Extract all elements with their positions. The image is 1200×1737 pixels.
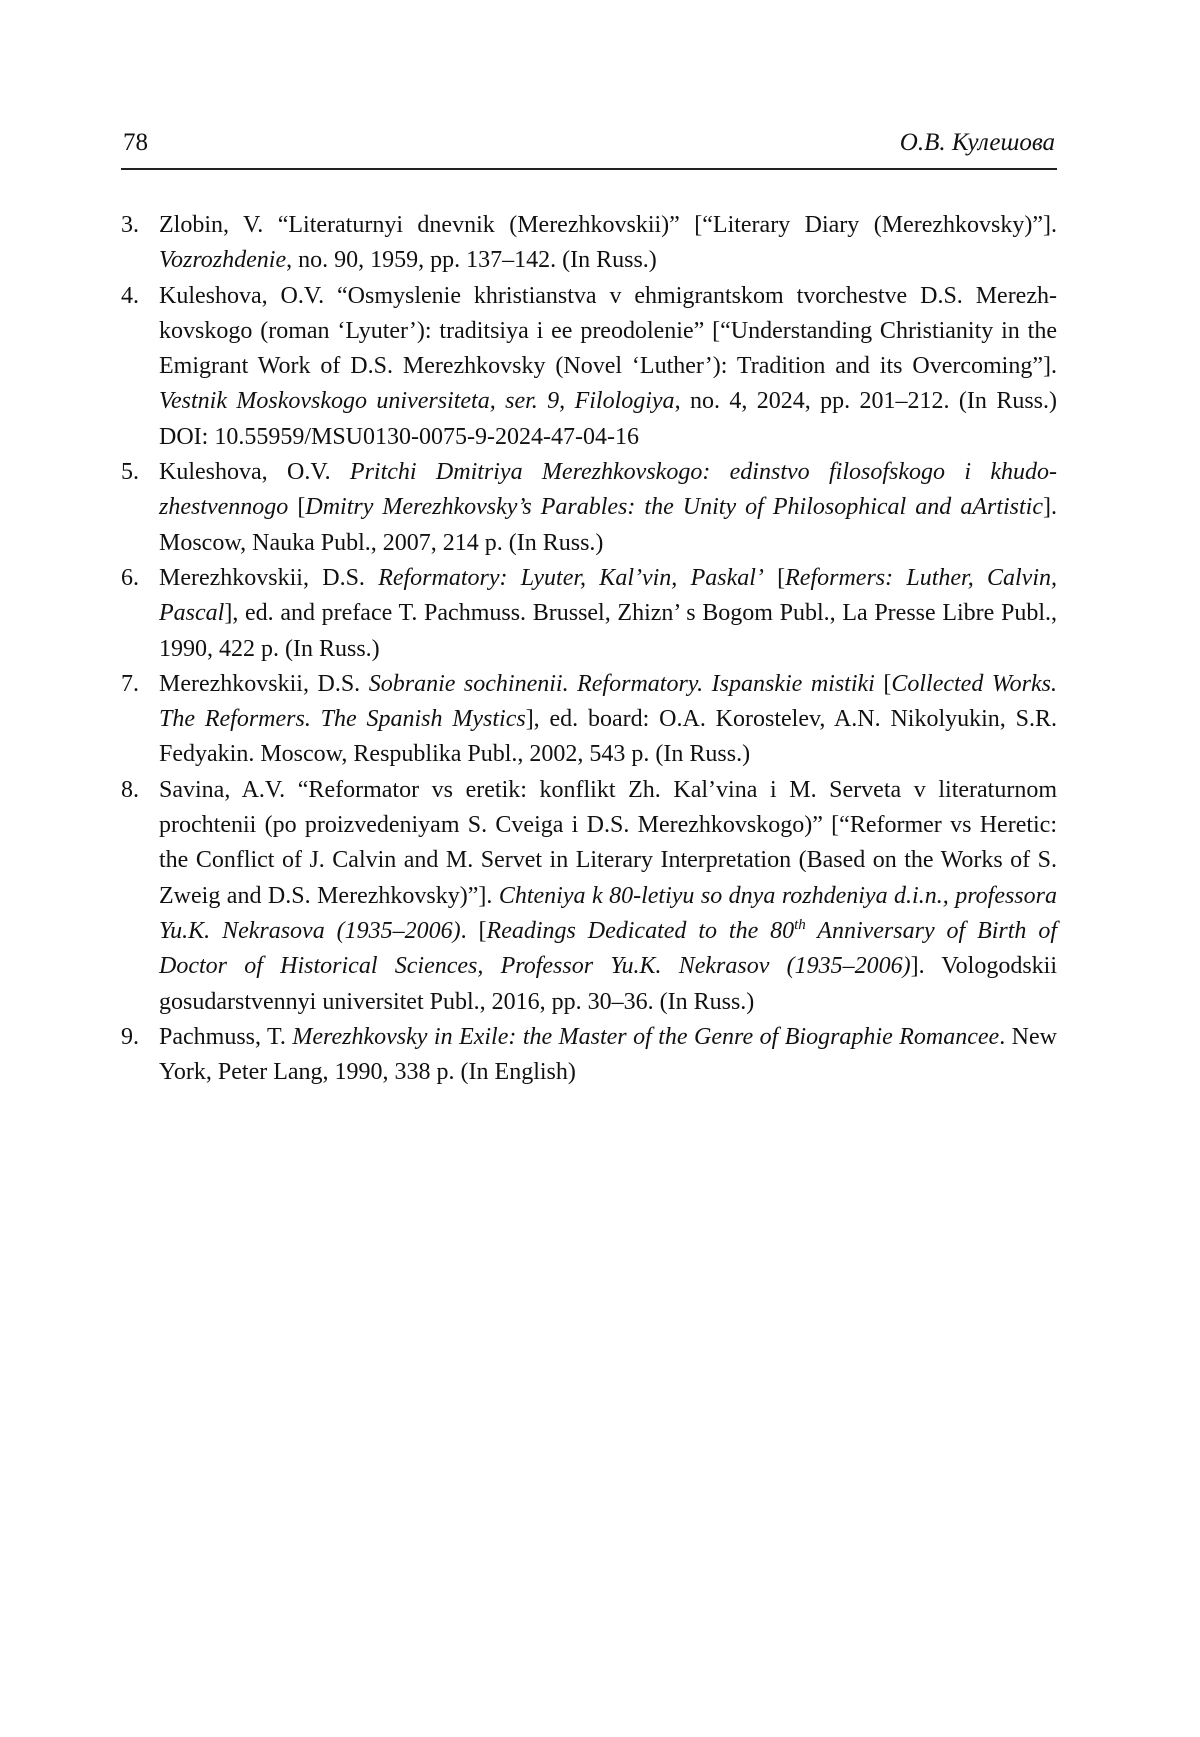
reference-segment: , no. 90, 1959, pp. 137–142. (In Russ.) bbox=[286, 247, 657, 274]
reference-item bbox=[121, 773, 1057, 1020]
reference-item bbox=[121, 279, 1057, 455]
reference-italic-segment: Vestnik Moskovskogo universiteta, ser. 9, Filologiya bbox=[159, 388, 675, 415]
reference-text bbox=[159, 1024, 1057, 1085]
page-number: 78 bbox=[123, 129, 148, 156]
reference-text bbox=[159, 671, 1057, 768]
reference-italic-segment: Pritchi Dmitriya Merezhkovskogo: edinstvo filosofskogo i khudozhestvennogo bbox=[159, 459, 1058, 521]
reference-text bbox=[159, 283, 1057, 450]
reference-text bbox=[159, 212, 1057, 273]
reference-number: 7. bbox=[121, 670, 139, 697]
running-head-author: О.В. Кулешова bbox=[899, 129, 1055, 156]
reference-segment: Zlobin, V. “Literaturnyi dnevnik (Merezhkovskii)” [“Literary Diary (Merezhkovsky)”]. bbox=[159, 212, 1057, 238]
reference-item bbox=[121, 561, 1057, 667]
reference-italic-segment: Merezhkovsky in Exile: the Master of the Genre of Biographie Romancee bbox=[292, 1023, 1000, 1050]
reference-item bbox=[121, 667, 1057, 773]
reference-segment: , no. 4, 2024, pp. 201–212. (In Russ.) DOI: 10.55959/MSU0130-0075-9-2024-47-04-16 bbox=[159, 388, 1057, 450]
reference-number: 3. bbox=[121, 212, 139, 238]
reference-text bbox=[159, 777, 1057, 1015]
reference-segment: Kuleshova, O.V. bbox=[159, 459, 350, 486]
reference-text bbox=[159, 459, 1057, 556]
reference-segment: Merezhkovskii, D.S. bbox=[159, 670, 369, 697]
reference-number: 5. bbox=[121, 459, 139, 486]
reference-italic-segment: Collected Works. The Reformers. The Spanish Mystics bbox=[159, 670, 1057, 733]
reference-segment: [ bbox=[763, 564, 786, 591]
reference-text bbox=[159, 565, 1057, 662]
reference-segment: ], ed. board: O.A. Korostelev, A.N. Nikolyukin, S.R. Fedyakin. Moscow, Respublika Publ., 2002, 543 p. (In Russ.) bbox=[159, 706, 1057, 768]
reference-italic-segment: Dmitry Merezhkovsky’s Parables: the Unity of Philosophical and aArtistic bbox=[305, 494, 1043, 521]
reference-segment: Savina, A.V. “Reformator vs eretik: konflikt Zh. Kal’vina i M. Serveta v literaturnom prochtenii (po proizvedeniyam S. Cveiga i D.S. Merezhkovskogo)” [“Reformer vs Heretic: the Conflict of J. Calvin and M. Servet in Literary Interpretation (Based on the Works of S. Zweig and D.S. Merezhkovsky)”]. bbox=[159, 776, 1057, 909]
reference-item bbox=[121, 455, 1057, 561]
reference-segment: . New York, Peter Lang, 1990, 338 p. (In English) bbox=[159, 1023, 1057, 1086]
reference-item bbox=[121, 208, 1057, 279]
reference-number: 6. bbox=[121, 564, 139, 591]
reference-segment: Pachmuss, T. bbox=[159, 1023, 293, 1050]
reference-segment: . [ bbox=[460, 917, 487, 944]
reference-italic-segment: Chteniya k 80-letiyu so dnya rozhdeniya d.i.n., professora Yu.K. Nekrasova (1935–2006) bbox=[159, 882, 1057, 944]
reference-segment: Kuleshova, O.V. “Osmyslenie khristianstva v ehmigrantskom tvorchestve D.S. Merezhkovskogo (roman ‘Lyuter’): traditsiya i ee preodolenie” [“Understanding Christianity in the Emigrant Work of D.S. Merezhkovsky (Novel ‘Luther’): Tradition and its Overcoming”]. bbox=[159, 282, 1057, 380]
reference-italic-segment: Reformatory: Lyuter, Kal’vin, Paskal’ bbox=[378, 564, 764, 591]
reference-italic-segment: Sobranie sochinenii. Reformatory. Ispanskie mistiki bbox=[368, 670, 875, 697]
reference-segment: ]. Moscow, Nauka Publ., 2007, 214 p. (In Russ.) bbox=[159, 494, 1057, 556]
reference-item bbox=[121, 1020, 1057, 1091]
reference-number: 8. bbox=[121, 776, 139, 803]
page-header bbox=[121, 124, 1057, 170]
reference-segment: ]. Vologodskii gosudarstvennyi universitet Publ., 2016, pp. 30–36. (In Russ.) bbox=[159, 953, 1058, 1015]
reference-italic-segment: Readings Dedicated to the 80 bbox=[486, 917, 795, 944]
reference-segment: [ bbox=[288, 494, 306, 521]
reference-italic-segment: th bbox=[794, 916, 806, 933]
reference-segment: ], ed. and preface T. Pachmuss. Brussel, Zhizn’ s Bogom Publ., La Presse Libre Publ., 1990, 422 p. (In Russ.) bbox=[159, 600, 1057, 662]
reference-list bbox=[121, 208, 1057, 1090]
reference-italic-segment: Reformers: Luther, Calvin, Pascal bbox=[159, 564, 1057, 627]
reference-segment: Merezhkovskii, D.S. bbox=[159, 564, 379, 591]
reference-italic-segment: Vozrozhdenie bbox=[159, 247, 287, 274]
reference-number: 4. bbox=[121, 282, 139, 309]
reference-italic-segment: Anniversary of Birth of Doctor of Historical Sciences, Professor Yu.K. Nekrasov (1935–2006) bbox=[159, 917, 1058, 980]
reference-segment: [ bbox=[874, 670, 892, 697]
reference-number: 9. bbox=[121, 1023, 139, 1050]
